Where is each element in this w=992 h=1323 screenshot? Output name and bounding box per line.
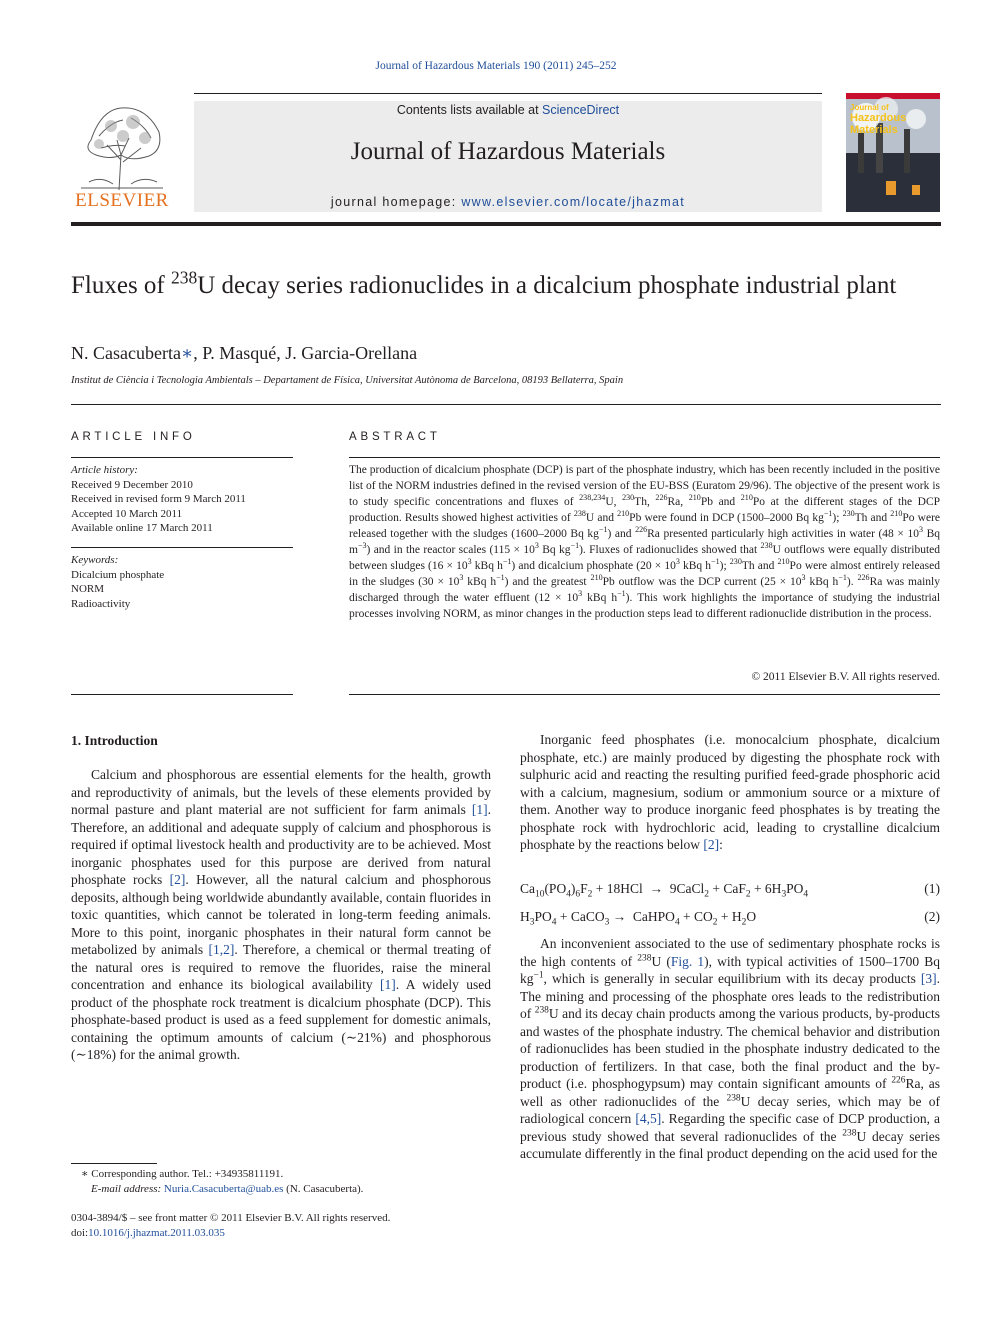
front-matter-text: 0304-3894/$ – see front matter © 2011 Elsevier B.V. All rights reserved. <box>71 1212 391 1224</box>
history-revised: Received in revised form 9 March 2011 <box>71 493 246 505</box>
email-link[interactable]: Nuria.Casacuberta@uab.es <box>163 1183 284 1195</box>
ref-link[interactable]: [4,5] <box>635 1111 662 1126</box>
article-info-label: ARTICLE INFO <box>71 431 196 443</box>
elsevier-logo <box>71 100 173 215</box>
journal-homepage <box>194 195 822 209</box>
history-online: Available online 17 March 2011 <box>71 522 213 534</box>
article-history <box>71 463 293 536</box>
front-matter <box>71 1211 501 1241</box>
figure-link[interactable]: Fig. 1 <box>670 953 705 969</box>
homepage-link[interactable]: www.elsevier.com/locate/jhazmat <box>461 195 686 209</box>
ref-link[interactable]: [2] <box>169 872 186 887</box>
author-list <box>71 343 417 364</box>
journal-citation[interactable]: Journal of Hazardous Materials 190 (2011) 245–252 <box>375 60 617 72</box>
intro-paragraph: An inconvenient associated to the use of sedimentary phosphate rocks is the high contents of $^{238}$U (Fig. 1), with typical activities of 1500–1700 Bq $kg^{-1}$, which is generally in secular equilibrium with its decay products [3]. The mining and processing of the phosphate ores leads to the redistribution of $^{238}$U and its decay chain products among the various products, by-products and wastes of the phosphate industry. The chemical behavior and distribution of radionuclides has been studied in the phosphate industry dedicated to the production of fertilizers. In that case, both the final product and the by-product (i.e. phosphogypsum) may contain significant amounts of $^{226}$Ra, as well as other radionuclides of the $^{238}$U decay series, which may be of radiological concern [4,5]. Regarding the specific case of DCP production, a previous study showed that several radionuclides of the $^{238}$U decay series accumulate differently in the final product depending on the acid used for the <box>520 936 941 1161</box>
author-casacuberta: N. Casacuberta <box>71 343 181 363</box>
article-history-label: Article history: <box>71 464 138 476</box>
intro-column-left <box>71 766 491 1064</box>
ref-link[interactable]: [1] <box>471 802 488 817</box>
equation-2: $H_3PO_4$ + CaCO$_3$ → CaHPO$_4$ + $CO_2 + H_2O$ (2) <box>520 909 940 928</box>
journal-cover-thumbnail[interactable] <box>846 93 940 212</box>
footnote-rule <box>71 1163 157 1164</box>
cover-title-line1: Journal of <box>850 103 889 112</box>
masthead-top-rule <box>194 93 822 94</box>
email-suffix: (N. Casacuberta). <box>283 1183 364 1195</box>
contents-line <box>194 103 822 117</box>
history-received: Received 9 December 2010 <box>71 478 193 491</box>
keyword-item: Dicalcium phosphate <box>71 568 165 581</box>
corresponding-author-text: Corresponding author. Tel.: +34935811191. <box>91 1168 284 1180</box>
keywords <box>71 553 293 611</box>
article-info-rule <box>71 457 293 458</box>
elsevier-tree-icon <box>71 100 173 192</box>
keyword-item: Radioactivity <box>71 597 131 610</box>
contents-prefix: Contents lists available at <box>396 103 543 117</box>
other-authors: , P. Masqué, J. Garcia-Orellana <box>193 343 418 363</box>
intro-paragraph: Calcium and phosphorous are essential elements for the health, growth and reproductivity of animals, but the levels of these elements provided by normal pasture and plant material are not sufficient for farm animals [1]. Therefore, an additional and adequate supply of calcium and phosphorous is required if optimal livestock health and productivity are to be achieved. Most inorganic phosphates used for this purpose are derived from natural phosphate rocks [2]. However, all the natural calcium and phosphorous deposits, although being worldwide abundantly available, contain fluorides in toxic quantities, which cannot be tolerated in long-term feeding animals. More to this point, inorganic phosphates in their natural form cannot be metabolized by animals [1,2]. Therefore, a chemical or thermal treating of the natural ores is required to remove the fluorides, raise the mineral concentration and enhance its biological availability [1]. A widely used product of the phosphate rock treatment is dicalcium phosphate (DCP). This phosphate-based product is used as a feed supplement for domestic animals, containing the optimum amounts of calcium (∼21%) and phosphorous (∼18%) for the animal growth. <box>71 767 491 1062</box>
equation-1: $Ca_{10}(PO_4)_6F_2 + 18HCl$ → 9CaCl$_2$ + $CaF_2 + 6H_3PO_4$ (1) <box>520 881 940 900</box>
ref-link[interactable]: [2] <box>703 837 720 852</box>
keywords-rule <box>71 547 293 548</box>
cover-title-line2: Hazardous <box>850 112 907 124</box>
elsevier-wordmark: ELSEVIER <box>75 190 169 211</box>
keyword-item: NORM <box>71 583 105 595</box>
abstract-bottom-rule <box>349 694 940 695</box>
homepage-prefix: journal homepage: <box>330 195 462 209</box>
title-rule <box>71 404 941 405</box>
doi-label: doi: <box>71 1227 89 1239</box>
journal-name: Journal of Hazardous Materials <box>350 138 666 165</box>
ref-link[interactable]: [1,2] <box>208 942 235 957</box>
equation-number: (1) <box>924 881 940 896</box>
copyright: © 2011 Elsevier B.V. All rights reserved. <box>751 671 940 683</box>
doi-link[interactable]: 10.1016/j.jhazmat.2011.03.035 <box>88 1227 225 1239</box>
article-title: Fluxes of $^{238}$U decay series radionuclides in a dicalcium phosphate industrial plant <box>71 267 897 299</box>
keywords-label: Keywords: <box>71 554 119 566</box>
ref-link[interactable]: [3] <box>920 971 937 986</box>
header-rule <box>71 222 941 226</box>
corresponding-author-footnote: ∗ Corresponding author. Tel.: +34935811191. E-mail address: Nuria.Casacuberta@uab.es (N. Casacuberta). <box>81 1168 364 1195</box>
intro-paragraph: Inorganic feed phosphates (i.e. monocalcium phosphate, dicalcium phosphate, etc.) are mainly produced by digesting the phosphate rock with sulphuric acid and reacting the resulting purified feed-grade phosphoric acid with a calcium, magnesium, sodium or ammonium source or a mixture of them. Another way to produce inorganic feed phosphates is by treating the phosphate rock with hydrochloric acid, leading to crystalline dicalcium phosphate by the reactions below [2]: <box>520 732 940 852</box>
sciencedirect-link[interactable]: ScienceDirect <box>542 103 620 117</box>
intro-column-right-bottom <box>520 935 940 1163</box>
intro-column-right-top <box>520 731 940 854</box>
section-heading-introduction: 1. Introduction <box>71 733 158 748</box>
ref-link[interactable]: [1] <box>379 977 396 992</box>
history-accepted: Accepted 10 March 2011 <box>71 507 183 520</box>
affiliation: Institut de Ciència i Tecnologia Ambientals – Departament de Física, Universitat Autònoma de Barcelona, 08193 Bellaterra, Spain <box>71 375 624 386</box>
abstract-label: ABSTRACT <box>349 431 441 443</box>
abstract-text: The production of dicalcium phosphate (DCP) is part of the phosphate industry, which has been recently included in the positive list of the NORM industries defined in the revised version of the EU-BSS (Euratom 29/96). The objective of the present work is to study specific concentrations and fluxes of $^{238,234}$U, $^{230}$Th, $^{226}$Ra, $^{210}$Pb and $^{210}$Po at the different stages of the DCP production. Results showed highest activities of $^{238}$U and $^{210}$Pb were found in DCP (1500–2000 Bq $kg^{-1}$); $^{230}$Th and $^{210}$Po were released together with the sludges (1600–2000 Bq $kg^{-1}$) and $^{226}$Ra presented particularly high activities in water ($48 \times 10^3$ Bq $m^{-3}$) and in the reactor scales ($115 \times 10^3$ Bq $kg^{-1}$). Fluxes of radionuclides showed that $^{238}$U outflows were equally distributed between sludges ($16 \times 10^3$ kBq $h^{-1}$) and dicalcium phosphate ($20 \times 10^3$ kBq $h^{-1}$); $^{230}$Th and $^{210}$Po were almost entirely released in the sludges ($30 \times 10^3$ kBq $h^{-1}$) and the greatest $^{210}$Pb outflow was the DCP current ($25 \times 10^3$ kBq $h^{-1}$). $^{226}$Ra was mainly discharged through the water effluent ($12 \times 10^3$ kBq $h^{-1}$). This work highlights the importance of studying the industrial processes involving NORM, as minor changes in the production steps lead to different radionuclide distribution in the process. <box>349 464 941 620</box>
corresponding-author-mark[interactable]: ∗ <box>180 343 194 363</box>
abstract-rule <box>349 457 940 458</box>
email-label: E-mail address: <box>91 1183 164 1195</box>
article-info-bottom-rule <box>71 694 293 695</box>
cover-title-line3: Materials <box>850 124 898 136</box>
equation-number: (2) <box>924 909 940 924</box>
